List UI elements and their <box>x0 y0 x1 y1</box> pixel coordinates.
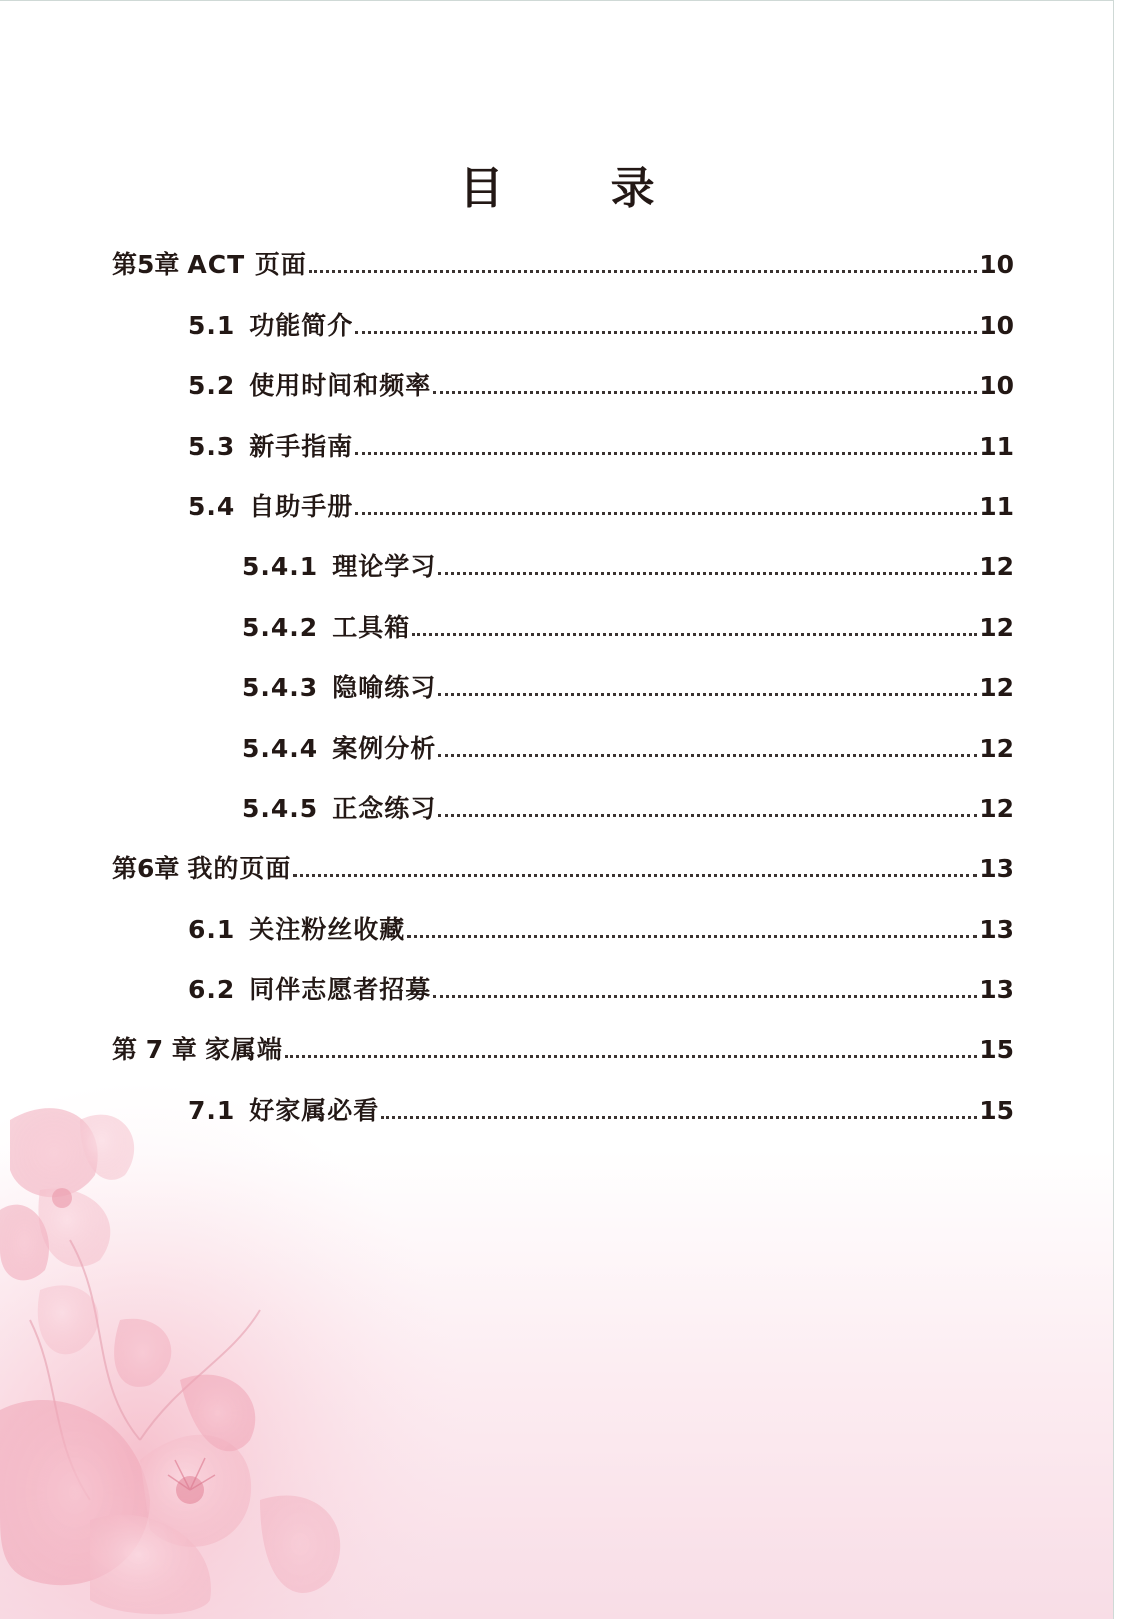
toc-entry-label: 我的页面 <box>187 854 292 884</box>
dot-leader <box>433 995 977 998</box>
dot-leader <box>412 633 977 636</box>
toc-entry-number: 6.2 <box>188 975 236 1005</box>
toc-entry-label: 正念练习 <box>332 793 437 823</box>
toc-entry-number: 5.3 <box>188 431 236 461</box>
dot-leader <box>407 935 977 938</box>
toc-entry-page-number: 15 <box>979 1095 1014 1125</box>
toc-entry-row <box>188 490 1014 530</box>
toc-entry-number: 5.4.1 <box>242 552 319 582</box>
toc-entry[interactable] <box>242 530 1014 590</box>
page-title: 目 录 <box>459 163 701 215</box>
toc-entry-number: 5.4 <box>188 491 236 521</box>
toc-entry-number: 6.1 <box>188 914 236 944</box>
toc-entry-label: 案例分析 <box>332 733 437 763</box>
toc-entry-label: 自助手册 <box>249 491 354 521</box>
toc-entry-label: 隐喻练习 <box>332 673 437 703</box>
dot-leader <box>438 754 977 757</box>
toc-entry[interactable] <box>188 409 1014 469</box>
dot-leader <box>355 331 977 334</box>
toc-entry-number: 5.2 <box>188 371 236 401</box>
dot-leader <box>438 814 977 817</box>
toc-entry[interactable] <box>188 349 1014 409</box>
toc-entry-label: 好家属必看 <box>249 1095 380 1125</box>
toc-entry-label: 工具箱 <box>332 612 411 642</box>
toc-entry-page-number: 11 <box>979 491 1014 521</box>
toc-entry-page-number: 10 <box>979 250 1014 280</box>
toc-entry-number: 第5章 <box>112 250 180 280</box>
pink-flower-illustration <box>0 1080 470 1619</box>
toc-entry-row <box>188 430 1014 470</box>
toc-entry[interactable] <box>188 953 1014 1013</box>
toc-entry-page-number: 10 <box>979 371 1014 401</box>
toc-entry-page-number: 13 <box>979 914 1014 944</box>
toc-entry-page-number: 10 <box>979 310 1014 340</box>
toc-entry[interactable] <box>112 228 1014 288</box>
toc-entry-number: 5.4.5 <box>242 793 319 823</box>
toc-entry[interactable] <box>242 772 1014 832</box>
toc-entry-label: 使用时间和频率 <box>249 371 432 401</box>
toc-entry-label: 关注粉丝收藏 <box>249 914 406 944</box>
toc-entry[interactable] <box>242 711 1014 771</box>
dot-leader <box>285 1055 977 1058</box>
toc-entry-row <box>188 1094 1014 1134</box>
toc-entry-page-number: 11 <box>979 431 1014 461</box>
toc-entry-page-number: 12 <box>979 552 1014 582</box>
toc-entry-page-number: 12 <box>979 612 1014 642</box>
toc-entry-page-number: 13 <box>979 854 1014 884</box>
toc-entry-page-number: 12 <box>979 793 1014 823</box>
toc-entry-page-number: 12 <box>979 673 1014 703</box>
toc-entry-number: 5.1 <box>188 310 236 340</box>
toc-entry-number: 第 7 章 <box>112 1035 197 1065</box>
dot-leader <box>438 572 977 575</box>
toc-entry[interactable] <box>188 470 1014 530</box>
toc-entry-row <box>112 248 1014 288</box>
toc-entry-number: 第6章 <box>112 854 180 884</box>
toc-entry-number: 5.4.4 <box>242 733 319 763</box>
dot-leader <box>309 270 977 273</box>
toc-entry-row <box>242 792 1014 832</box>
toc-entry[interactable] <box>242 590 1014 650</box>
dot-leader <box>293 874 977 877</box>
toc-entry-label: 同伴志愿者招募 <box>249 975 432 1005</box>
dot-leader <box>381 1116 977 1119</box>
toc-entry-label: 家属端 <box>204 1035 283 1065</box>
page-top-border <box>0 0 1142 1</box>
toc-entry-number: 5.4.3 <box>242 673 319 703</box>
toc-entry-number: 7.1 <box>188 1095 236 1125</box>
toc-entry[interactable] <box>242 651 1014 711</box>
toc-entry-page-number: 15 <box>979 1035 1014 1065</box>
dot-leader <box>355 452 977 455</box>
toc-entry-row <box>242 671 1014 711</box>
toc-entry-label: 理论学习 <box>332 552 437 582</box>
toc-entry-page-number: 13 <box>979 975 1014 1005</box>
toc-entry-row <box>242 732 1014 772</box>
toc-entry-page-number: 12 <box>979 733 1014 763</box>
toc-entry[interactable] <box>112 1013 1014 1073</box>
toc-entry-row <box>242 550 1014 590</box>
toc-entry-row <box>188 369 1014 409</box>
toc-entry-row <box>112 1033 1014 1073</box>
toc-entry[interactable] <box>188 1073 1014 1133</box>
toc-list <box>0 228 1142 1134</box>
toc-entry-row <box>112 852 1014 892</box>
toc-entry-row <box>242 611 1014 651</box>
dot-leader <box>433 391 977 394</box>
toc-entry-row <box>188 309 1014 349</box>
dot-leader <box>438 693 977 696</box>
toc-entry-label: ACT 页面 <box>187 250 307 280</box>
dot-leader <box>355 512 977 515</box>
toc-entry[interactable] <box>188 892 1014 952</box>
toc-entry-label: 新手指南 <box>249 431 354 461</box>
toc-entry[interactable] <box>188 288 1014 348</box>
toc-entry-number: 5.4.2 <box>242 612 319 642</box>
toc-entry-label: 功能简介 <box>249 310 354 340</box>
toc-entry[interactable] <box>112 832 1014 892</box>
toc-entry-row <box>188 973 1014 1013</box>
toc-entry-row <box>188 913 1014 953</box>
